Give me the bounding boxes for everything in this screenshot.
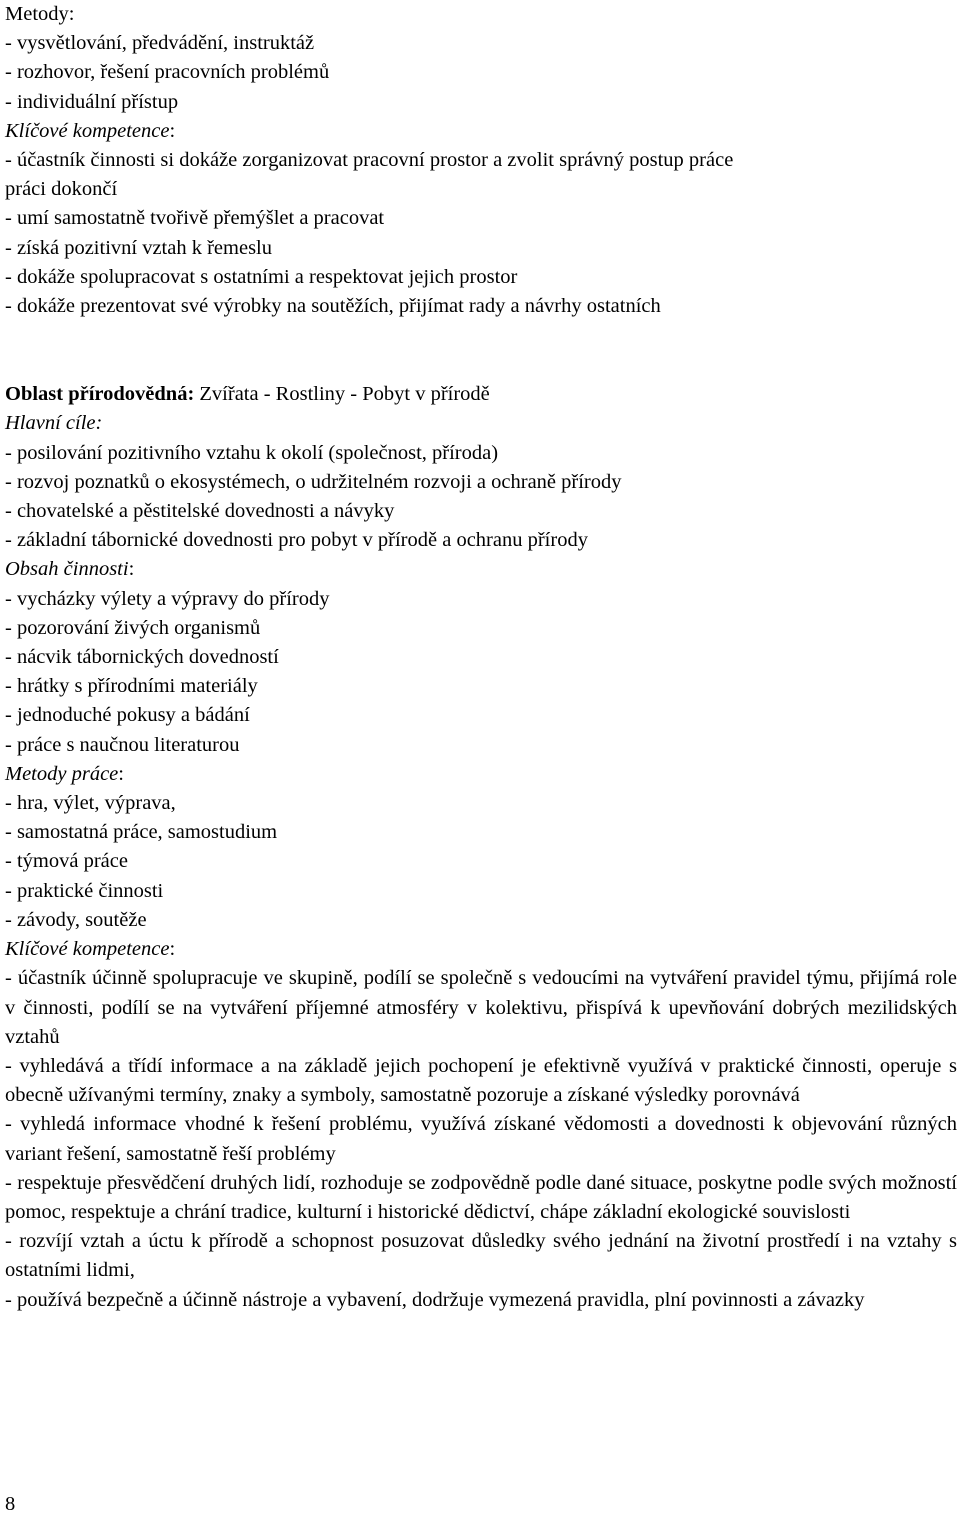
competences-heading-2 xyxy=(5,935,957,964)
competence-item: - získá pozitivní vztah k řemeslu xyxy=(5,236,272,259)
content-item: - práce s naučnou literaturou xyxy=(5,733,240,756)
methods-title: Metody: xyxy=(5,3,75,25)
content-item: - hrátky s přírodními materiály xyxy=(5,675,258,698)
methods-work-item: - hra, výlet, výprava, xyxy=(5,792,176,815)
methods-item: - individuální přístup xyxy=(5,90,179,113)
goal-item: - rozvoj poznatků o ekosystémech, o udržitelném rozvoji a ochraně přírody xyxy=(5,470,622,493)
section-heading-bold: Oblast přírodovědná: xyxy=(5,383,195,406)
competences-colon: : xyxy=(169,119,176,142)
section-heading-rest: Zvířata - Rostliny - Pobyt v přírodě xyxy=(194,383,490,406)
content-heading xyxy=(5,555,957,584)
goal-item: - posilování pozitivního vztahu k okolí (společnost, příroda) xyxy=(5,441,499,464)
competence-paragraph: - používá bezpečně a účinně nástroje a vybavení, dodržuje vymezená pravidla, plní povinnosti a závazky xyxy=(5,1288,865,1311)
competences-title-2: Klíčové kompetence xyxy=(5,938,170,961)
competence-item: - dokáže prezentovat své výrobky na soutěžích, přijímat rady a návrhy ostatních xyxy=(5,295,661,318)
content-item: - nácvik tábornických dovedností xyxy=(5,646,279,669)
section-spacer xyxy=(5,321,957,380)
methods-work-colon: : xyxy=(118,762,124,785)
goal-item: - chovatelské a pěstitelské dovednosti a návyky xyxy=(5,500,395,523)
competence-paragraph: - rozvíjí vztah a úctu k přírodě a schopnost posuzovat důsledky svého jednání na životní prostředí i na vztahy s ostatními lidmi, xyxy=(5,1230,957,1282)
content-title: Obsah činnosti xyxy=(5,558,129,581)
competences-title: Klíčové kompetence xyxy=(5,119,170,142)
competences-colon-2: : xyxy=(169,938,176,961)
methods-item: - rozhovor, řešení pracovních problémů xyxy=(5,61,330,84)
competence-item: - umí samostatně tvořivě přemýšlet a pracovat xyxy=(5,207,385,230)
methods-work-item: - praktické činnosti xyxy=(5,879,164,902)
content-item: - jednoduché pokusy a bádání xyxy=(5,704,250,727)
competence-paragraph: - vyhledá informace vhodné k řešení problému, využívá získané vědomosti a dovednosti k objevování různých variant řešení, samostatně řeší problémy xyxy=(5,1113,957,1165)
methods-work-item: - týmová práce xyxy=(5,850,128,873)
goal-item: - základní tábornické dovednosti pro pobyt v přírodě a ochranu přírody xyxy=(5,529,588,552)
competence-paragraph: - respektuje přesvědčení druhých lidí, rozhoduje se zodpovědně podle dané situace, poskytne podle svých možností pomoc, respektuje a chrání tradice, kulturní i historické dědictví, chápe základní ekologické souvislosti xyxy=(5,1171,957,1223)
page-number: 8 xyxy=(5,1493,16,1515)
competence-item: - účastník činnosti si dokáže zorganizovat pracovní prostor a zvolit správný postup práce xyxy=(5,149,734,172)
competences-heading xyxy=(5,117,957,146)
goals-title: Hlavní cíle: xyxy=(5,412,103,435)
competence-item-continuation: práci dokončí xyxy=(5,178,118,201)
document-page xyxy=(5,0,957,1315)
content-item: - vycházky výlety a výpravy do přírody xyxy=(5,587,330,610)
section-heading xyxy=(5,380,957,409)
competence-paragraph: - účastník účinně spolupracuje ve skupině, podílí se společně s vedoucími na vytváření pravidel týmu, přijímá role v činnosti, podílí se na vytváření příjemné atmosféry v kolektivu, přispívá k upevňování dobrých mezilidských vztahů xyxy=(5,967,957,1048)
methods-work-title: Metody práce xyxy=(5,762,119,785)
methods-heading xyxy=(5,760,957,789)
methods-item: - vysvětlování, předvádění, instruktáž xyxy=(5,32,315,55)
methods-work-item: - samostatná práce, samostudium xyxy=(5,821,278,844)
methods-work-item: - závody, soutěže xyxy=(5,908,147,931)
content-item: - pozorování živých organismů xyxy=(5,616,261,639)
content-colon: : xyxy=(128,558,135,581)
competence-item: - dokáže spolupracovat s ostatními a respektovat jejich prostor xyxy=(5,265,518,288)
competence-paragraph: - vyhledává a třídí informace a na základě jejich pochopení je efektivně využívá v praktické činnosti, operuje s obecně užívanými termíny, znaky a symboly, samostatně pozoruje a získané výsledky porovnává xyxy=(5,1054,957,1107)
